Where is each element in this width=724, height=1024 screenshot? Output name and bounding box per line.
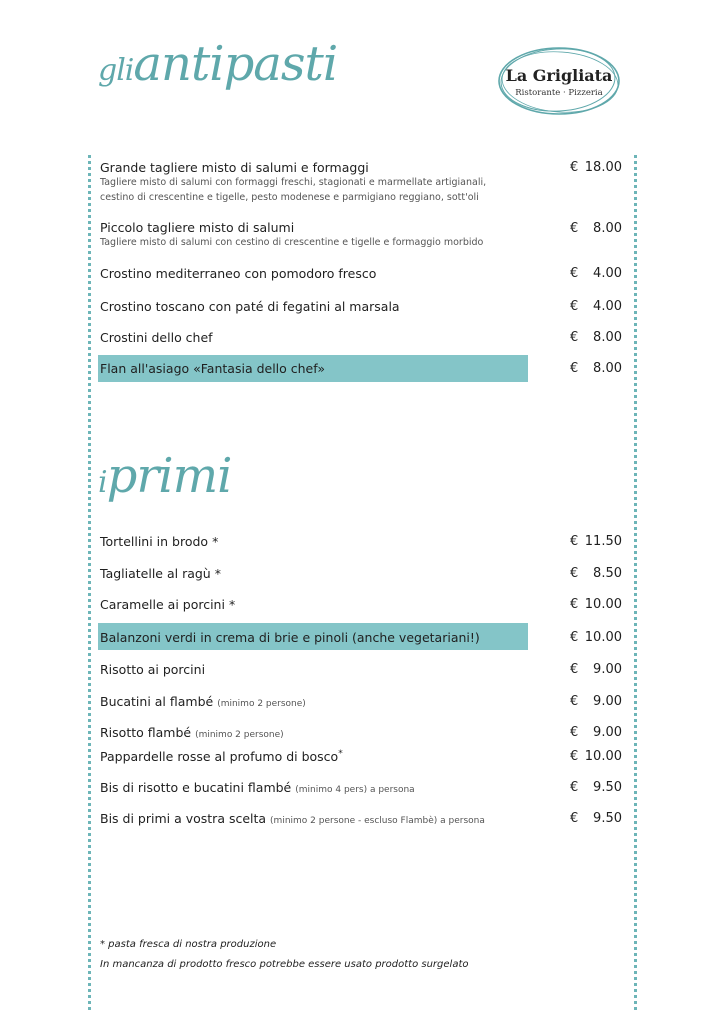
currency-symbol: €: [570, 221, 579, 236]
item-name: Flan all'asiago «Fantasia dello chef»: [100, 361, 326, 376]
price-value: 9.00: [593, 725, 622, 740]
menu-item: [100, 725, 630, 740]
price-value: 4.00: [593, 299, 622, 314]
item-name: Balanzoni verdi in crema di brie e pinoli (anche vegetariani!): [100, 630, 480, 645]
currency-symbol: €: [570, 160, 579, 175]
menu-item: [100, 534, 630, 549]
fresh-pasta-mark: *: [214, 566, 221, 581]
currency-symbol: €: [570, 330, 579, 345]
item-name-row: [100, 694, 630, 709]
item-name: Crostino mediterraneo con pomodoro fresco: [100, 266, 377, 281]
item-name: Bis di risotto e bucatini flambé: [100, 780, 292, 795]
primi-title: [98, 448, 232, 504]
menu-item: [100, 160, 630, 205]
item-note: (minimo 2 persone): [217, 699, 306, 709]
item-name: Crostini dello chef: [100, 330, 213, 345]
item-description: cestino di crescentine e tigelle, pesto modenese e parmigiano reggiano, sott'oli: [100, 192, 479, 203]
primi-title-big: primi: [106, 448, 232, 504]
item-name-row: [100, 534, 630, 549]
item-name: Grande tagliere misto di salumi e formaggi: [100, 160, 369, 175]
price-value: 11.50: [584, 534, 622, 549]
menu-item-highlighted: [100, 630, 630, 645]
item-name-row: [100, 811, 630, 826]
item-name: Bis di primi a vostra scelta: [100, 811, 267, 826]
item-note: (minimo 4 pers) a persona: [295, 785, 415, 795]
price-value: 10.00: [584, 597, 622, 612]
menu-item: [100, 220, 630, 250]
logo-name: La Grigliata: [505, 66, 613, 85]
price-value: 9.00: [593, 662, 622, 677]
fresh-pasta-mark: *: [212, 534, 219, 549]
menu-item: [100, 266, 630, 281]
item-name: Caramelle ai porcini: [100, 597, 225, 612]
price-value: 9.00: [593, 694, 622, 709]
menu-item: [100, 299, 630, 314]
item-name: Risotto ai porcini: [100, 662, 206, 677]
price-value: 8.00: [593, 330, 622, 345]
menu-item: [100, 811, 630, 826]
item-name-row: [100, 566, 630, 581]
price-value: 4.00: [593, 266, 622, 281]
item-note: (minimo 2 persone - escluso Flambè) a persona: [270, 816, 485, 826]
menu-item: [100, 330, 630, 345]
right-dotted-border: [634, 155, 637, 1010]
left-dotted-border: [88, 155, 91, 1010]
item-description: Tagliere misto di salumi con cestino di crescentine e tigelle e formaggio morbido: [100, 237, 484, 248]
currency-symbol: €: [570, 662, 579, 677]
item-name-row: [100, 780, 630, 795]
item-name: Bucatini al flambé: [100, 694, 214, 709]
price-value: 18.00: [584, 160, 622, 175]
item-name: Tagliatelle al ragù: [100, 566, 211, 581]
menu-item: [100, 749, 630, 764]
menu-item: [100, 780, 630, 795]
menu-item: [100, 566, 630, 581]
currency-symbol: €: [570, 361, 579, 376]
footnote-frozen-product: In mancanza di prodotto fresco potrebbe essere usato prodotto surgelato: [100, 959, 469, 970]
currency-symbol: €: [570, 630, 579, 645]
item-name: Risotto flambé: [100, 725, 192, 740]
price-value: 8.50: [593, 566, 622, 581]
currency-symbol: €: [570, 694, 579, 709]
logo-subtitle: Ristorante · Pizzeria: [515, 88, 603, 98]
antipasti-title-big: antipasti: [133, 36, 338, 92]
price-value: 8.00: [593, 361, 622, 376]
item-name: Crostino toscano con paté di fegatini al marsala: [100, 299, 400, 314]
item-description: Tagliere misto di salumi con formaggi freschi, stagionati e marmellate artigianali,: [100, 177, 487, 188]
menu-item: [100, 597, 630, 612]
price-value: 9.50: [593, 780, 622, 795]
item-name-row: [100, 749, 630, 764]
item-name: Pappardelle rosse al profumo di bosco: [100, 749, 339, 765]
menu-item-highlighted: [100, 361, 630, 376]
item-note: (minimo 2 persone): [195, 730, 284, 740]
menu-item: [100, 694, 630, 709]
primi-title-small: i: [98, 465, 107, 500]
item-name: Piccolo tagliere misto di salumi: [100, 220, 295, 235]
currency-symbol: €: [570, 749, 579, 764]
price-value: 10.00: [584, 630, 622, 645]
item-name: Tortellini in brodo: [100, 534, 209, 549]
item-name-row: [100, 725, 630, 740]
currency-symbol: €: [570, 534, 579, 549]
antipasti-title-small: gli: [98, 53, 134, 88]
fresh-pasta-mark: *: [228, 597, 236, 612]
currency-symbol: €: [570, 566, 579, 581]
footnote-fresh-pasta: * pasta fresca di nostra produzione: [100, 939, 277, 950]
currency-symbol: €: [570, 725, 579, 740]
menu-item: [100, 662, 630, 677]
currency-symbol: €: [570, 811, 579, 826]
price-value: 9.50: [593, 811, 622, 826]
currency-symbol: €: [570, 597, 579, 612]
currency-symbol: €: [570, 780, 579, 795]
currency-symbol: €: [570, 266, 579, 281]
price-value: 8.00: [593, 221, 622, 236]
item-name-row: [100, 597, 630, 612]
price-value: 10.00: [584, 749, 622, 764]
restaurant-logo: [496, 44, 622, 118]
antipasti-title: [98, 36, 337, 92]
fresh-pasta-mark: *: [338, 749, 343, 759]
currency-symbol: €: [570, 299, 579, 314]
